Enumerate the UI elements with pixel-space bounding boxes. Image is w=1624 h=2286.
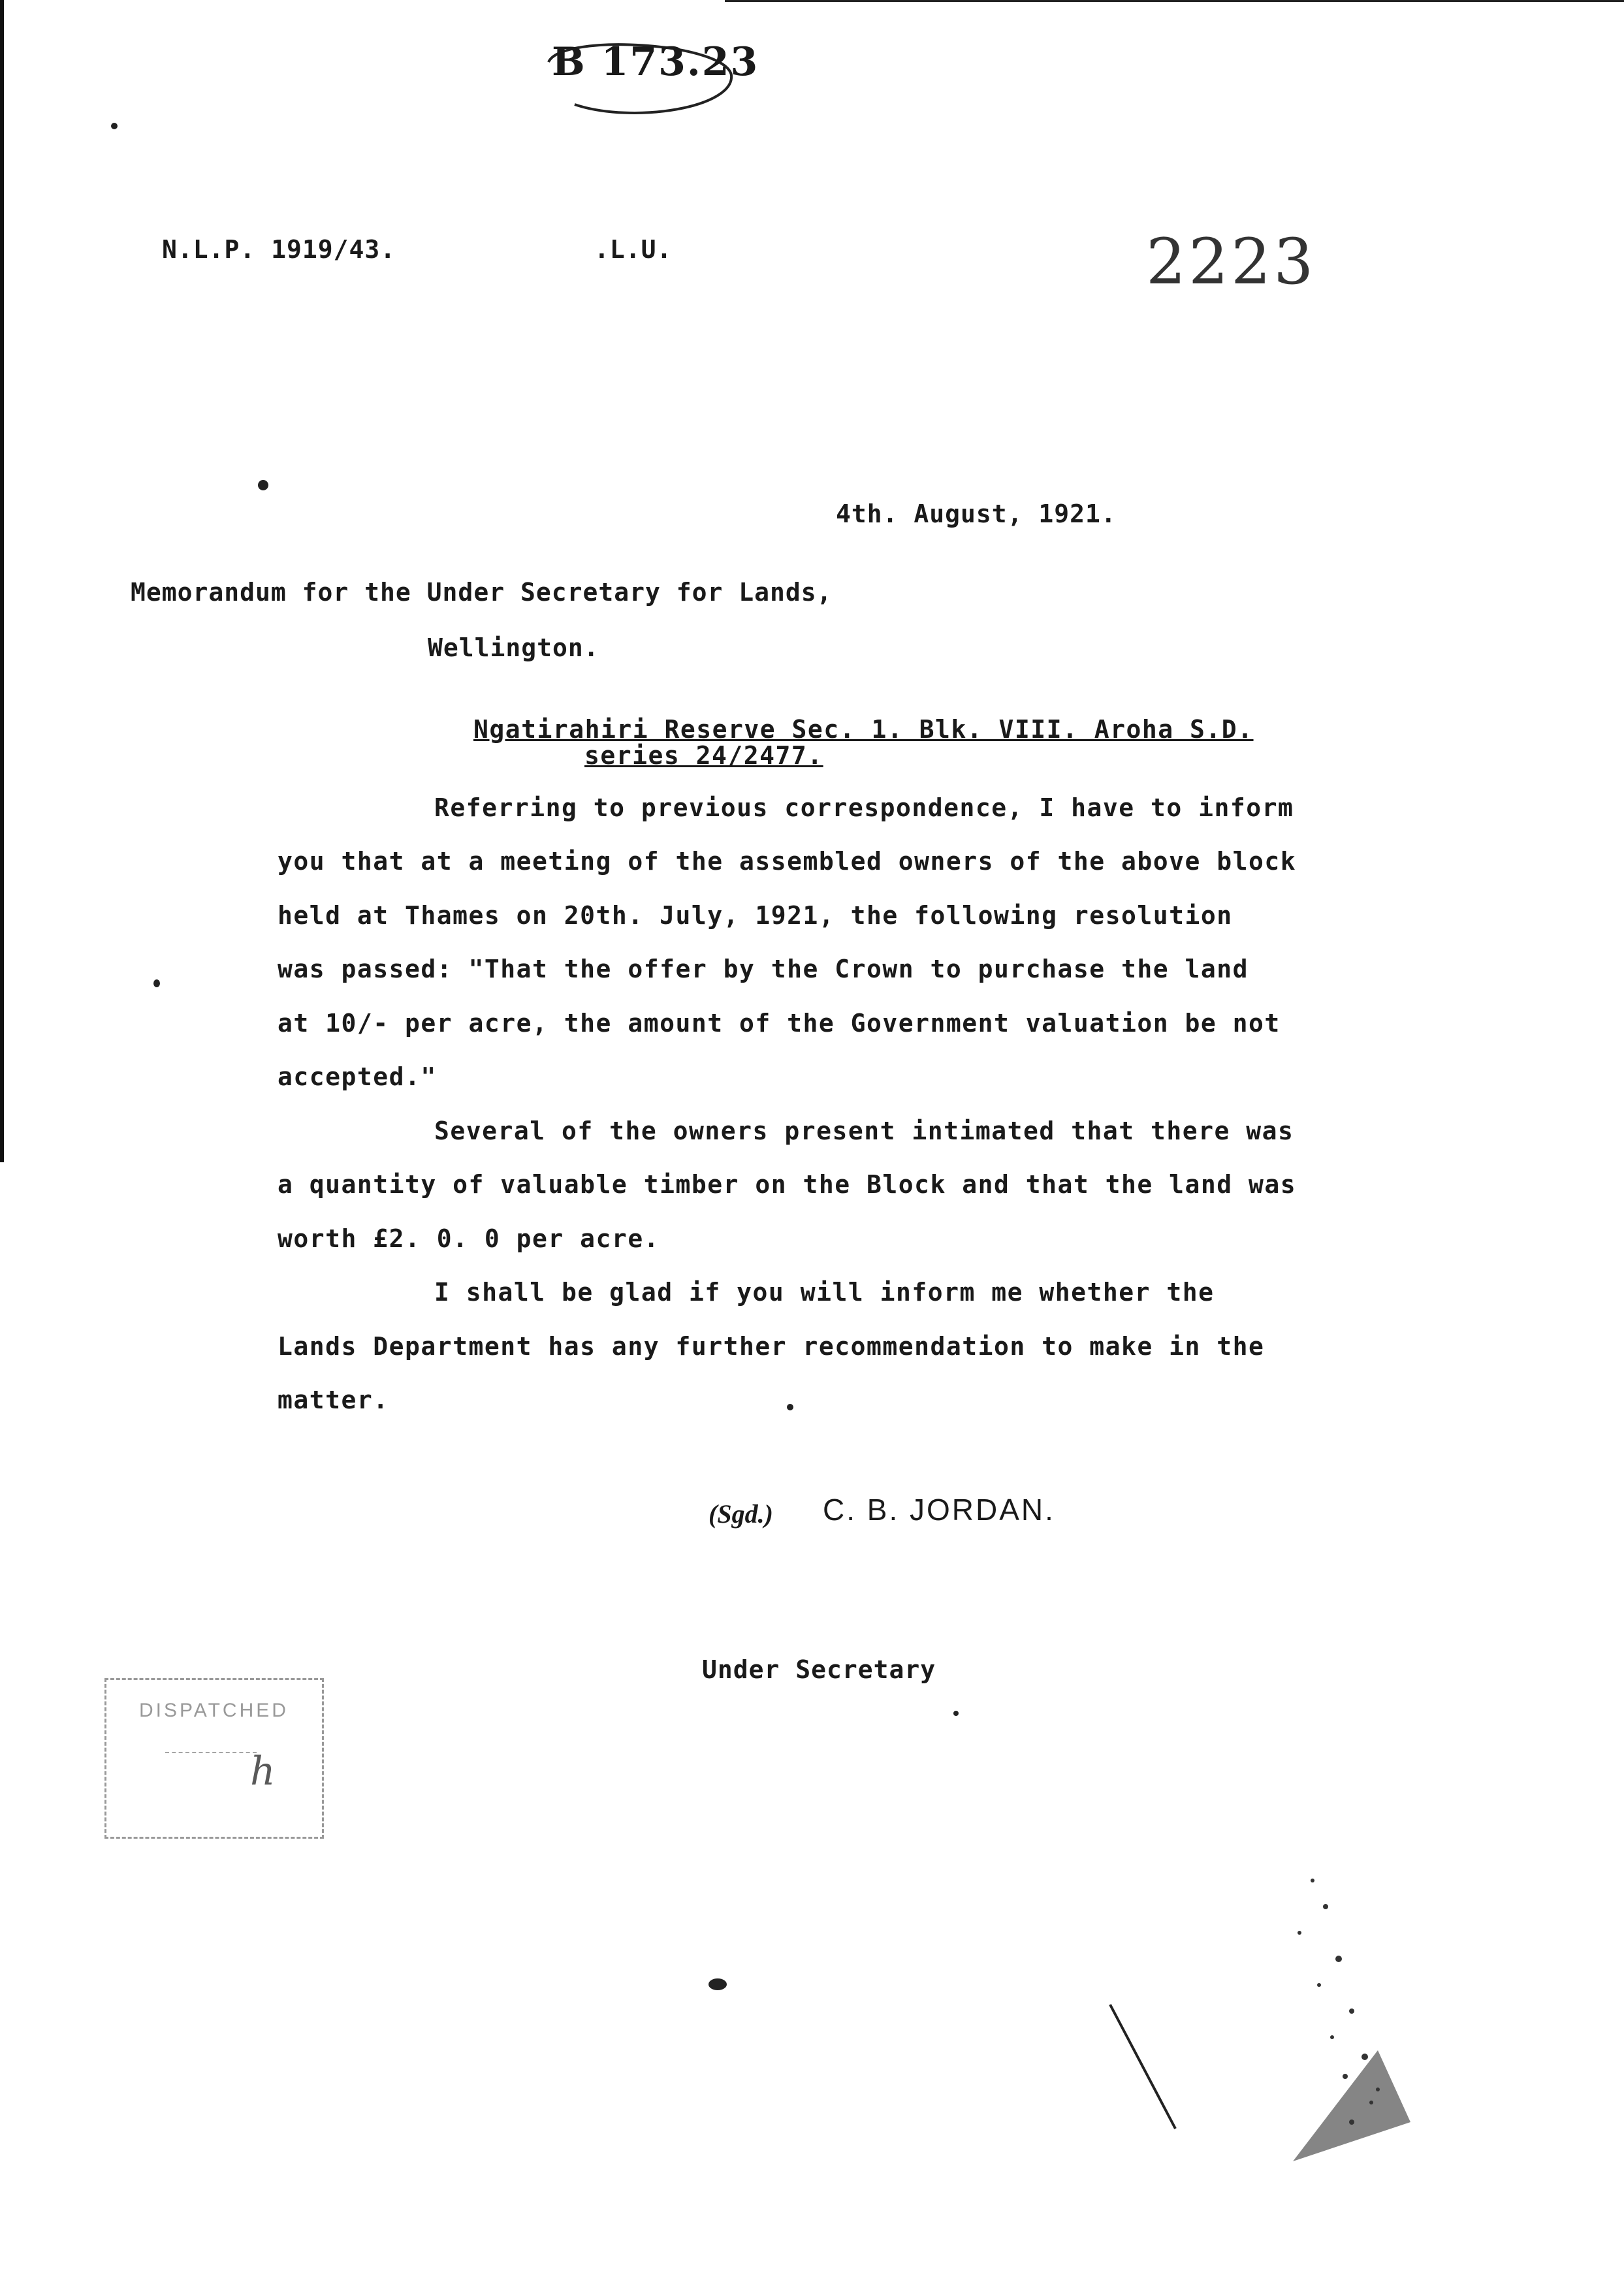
signed-mark: (Sgd.) [709, 1499, 773, 1529]
body-line: at 10/- per acre, the amount of the Government valuation be not [278, 1009, 1281, 1038]
subject-line-2: series 24/2477. [584, 741, 823, 770]
body-line: was passed: "That the offer by the Crown to purchase the land [278, 955, 1249, 983]
stamp-text: DISPATCHED [139, 1700, 289, 1721]
file-number: N.L.P. 1919/43. [162, 235, 396, 264]
body-line: worth £2. 0. 0 per acre. [278, 1224, 660, 1253]
scan-speck [153, 979, 160, 987]
scan-edge [0, 0, 4, 1162]
memo-date: 4th. August, 1921. [836, 500, 1117, 528]
initials: .L.U. [594, 235, 673, 264]
signatory-name: C. B. JORDAN. [823, 1493, 1055, 1527]
dispatched-stamp [104, 1678, 324, 1839]
scan-speck [787, 1404, 793, 1410]
body-line: I shall be glad if you will inform me whether the [434, 1278, 1215, 1307]
body-line: matter. [278, 1386, 389, 1414]
body-line: Several of the owners present intimated that there was [434, 1117, 1294, 1145]
addressee-line-2: Wellington. [428, 633, 599, 662]
scan-speck [953, 1711, 959, 1716]
file-ref: B 173.23 [552, 39, 759, 85]
body-line: held at Thames on 20th. July, 1921, the following resolution [278, 901, 1233, 930]
scan-top-rule [725, 0, 1624, 2]
body-line: Referring to previous correspondence, I have to inform [434, 793, 1294, 822]
signatory-title: Under Secretary [702, 1655, 936, 1684]
scan-speck [709, 1978, 727, 1990]
subject-line-1: Ngatirahiri Reserve Sec. 1. Blk. VIII. Aroha S.D. [473, 715, 1254, 744]
scan-noise [1104, 1763, 1430, 2187]
document-number: 2223 [1146, 225, 1316, 298]
addressee-line-1: Memorandum for the Under Secretary for Lands, [131, 578, 833, 607]
scan-speck [258, 480, 268, 490]
scan-speck [111, 123, 118, 129]
stamp-initial: h [250, 1749, 276, 1794]
body-line: a quantity of valuable timber on the Block and that the land was [278, 1170, 1297, 1199]
body-line: you that at a meeting of the assembled owners of the above block [278, 847, 1297, 876]
body-line: Lands Department has any further recommendation to make in the [278, 1332, 1265, 1361]
stamp-date-line [165, 1739, 257, 1753]
body-line: accepted." [278, 1062, 437, 1091]
